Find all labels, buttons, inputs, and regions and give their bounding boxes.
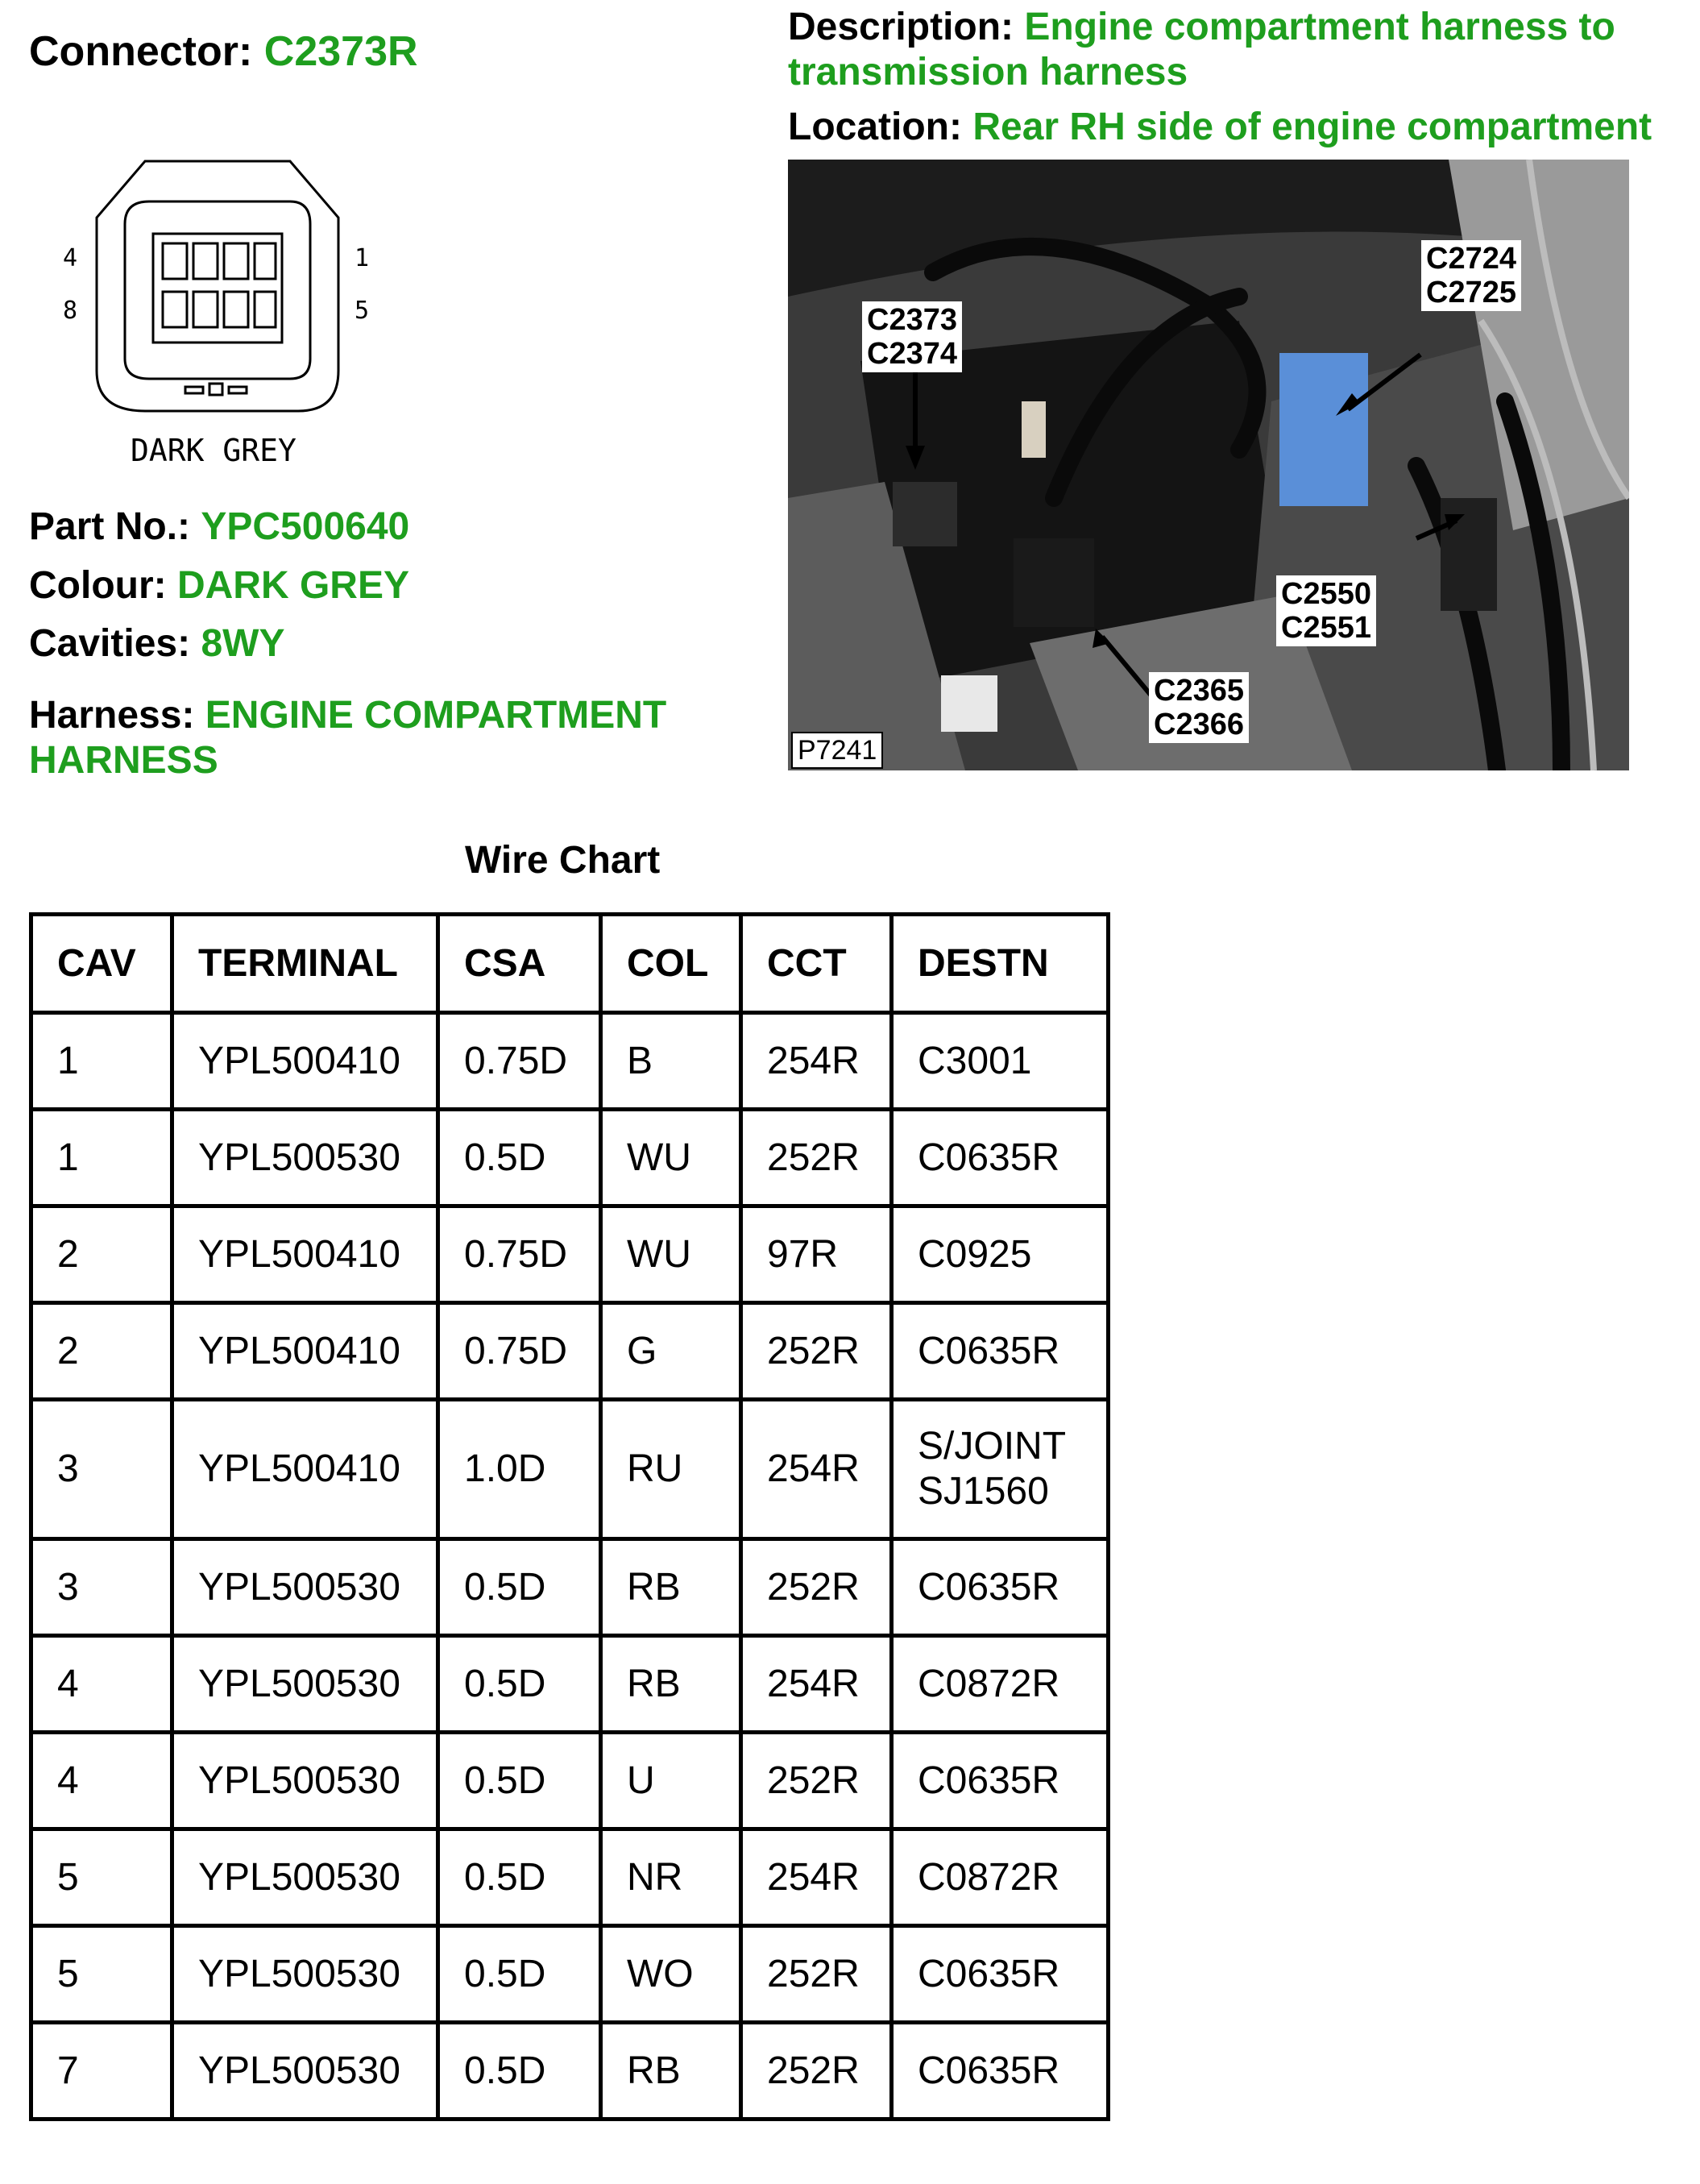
header-cct: CCT	[741, 915, 892, 1013]
cell-csa: 0.5D	[438, 1829, 601, 1926]
header-destn: DESTN	[892, 915, 1109, 1013]
cell-cct: 97R	[741, 1206, 892, 1303]
cell-csa: 0.75D	[438, 1013, 601, 1110]
photo-callout-c2550: C2550 C2551	[1276, 575, 1376, 646]
cell-cav: 3	[31, 1400, 172, 1539]
cell-terminal: YPL500530	[172, 1636, 438, 1733]
cell-cav: 5	[31, 1926, 172, 2023]
cell-cav: 7	[31, 2023, 172, 2120]
cell-col: RU	[601, 1400, 741, 1539]
location-field	[788, 105, 1652, 150]
table-row	[31, 1636, 1109, 1733]
cell-col: NR	[601, 1829, 741, 1926]
table-row	[31, 1539, 1109, 1636]
harness-label: Harness:	[29, 694, 195, 737]
cell-terminal: YPL500530	[172, 1110, 438, 1206]
cell-terminal: YPL500410	[172, 1400, 438, 1539]
table-row	[31, 2023, 1109, 2120]
photo-callout-c2365: C2365 C2366	[1149, 672, 1249, 743]
location-photo	[788, 160, 1629, 770]
cell-col: U	[601, 1733, 741, 1829]
header-terminal: TERMINAL	[172, 915, 438, 1013]
harness-value: ENGINE COMPARTMENT HARNESS	[29, 694, 667, 782]
cell-col: RB	[601, 1539, 741, 1636]
wire-chart-table	[29, 912, 1110, 2121]
cell-cct: 254R	[741, 1013, 892, 1110]
cell-col: WO	[601, 1926, 741, 2023]
diagram-colour-caption: DARK GREY	[131, 433, 296, 468]
cell-destn: C0635R	[892, 1303, 1109, 1400]
cell-cav: 5	[31, 1829, 172, 1926]
cell-cct: 254R	[741, 1400, 892, 1539]
cell-cct: 254R	[741, 1636, 892, 1733]
harness-field	[29, 693, 754, 783]
cell-cav: 1	[31, 1013, 172, 1110]
colour-field	[29, 563, 409, 608]
cell-terminal: YPL500410	[172, 1013, 438, 1110]
cell-col: RB	[601, 2023, 741, 2120]
cell-cct: 252R	[741, 1110, 892, 1206]
header-cav: CAV	[31, 915, 172, 1013]
connector-label: Connector:	[29, 28, 253, 75]
colour-label: Colour:	[29, 564, 167, 607]
cell-cct: 252R	[741, 1733, 892, 1829]
cell-terminal: YPL500410	[172, 1303, 438, 1400]
cell-cct: 252R	[741, 1926, 892, 2023]
table-row	[31, 1303, 1109, 1400]
part-no-value: YPC500640	[201, 505, 410, 548]
cell-terminal: YPL500530	[172, 2023, 438, 2120]
cell-csa: 0.75D	[438, 1206, 601, 1303]
cell-csa: 0.5D	[438, 1636, 601, 1733]
table-row	[31, 1013, 1109, 1110]
cell-terminal: YPL500530	[172, 1926, 438, 2023]
cell-cav: 4	[31, 1733, 172, 1829]
pin-label-right-top: 1	[355, 244, 370, 272]
pin-label-left-bottom: 8	[63, 297, 78, 325]
description-value: Engine compartment harness to transmission harness	[788, 6, 1615, 93]
part-no-label: Part No.:	[29, 505, 191, 548]
cell-destn: C0925	[892, 1206, 1109, 1303]
cell-cav: 1	[31, 1110, 172, 1206]
photo-reference: P7241	[791, 732, 883, 769]
cell-terminal: YPL500530	[172, 1539, 438, 1636]
location-value: Rear RH side of engine compartment	[972, 106, 1652, 148]
part-no-field	[29, 504, 409, 550]
cell-destn: C0635R	[892, 1539, 1109, 1636]
description-field	[788, 5, 1690, 95]
cell-cav: 2	[31, 1303, 172, 1400]
cell-destn: C3001	[892, 1013, 1109, 1110]
table-row	[31, 1400, 1109, 1539]
cell-col: RB	[601, 1636, 741, 1733]
cell-destn: C0872R	[892, 1636, 1109, 1733]
pin-label-left-top: 4	[63, 244, 78, 272]
cavities-field	[29, 621, 284, 666]
photo-callout-c2373: C2373 C2374	[862, 301, 962, 372]
cell-csa: 0.75D	[438, 1303, 601, 1400]
header-csa: CSA	[438, 915, 601, 1013]
cavities-value: 8WY	[201, 622, 285, 665]
wire-chart-title: Wire Chart	[465, 839, 661, 882]
connector-field	[29, 27, 418, 76]
cell-destn: C0635R	[892, 1110, 1109, 1206]
cell-destn: C0635R	[892, 1733, 1109, 1829]
cell-col: B	[601, 1013, 741, 1110]
cell-cav: 3	[31, 1539, 172, 1636]
cell-col: WU	[601, 1206, 741, 1303]
cell-cct: 254R	[741, 1829, 892, 1926]
cell-col: G	[601, 1303, 741, 1400]
cell-cav: 2	[31, 1206, 172, 1303]
cell-terminal: YPL500530	[172, 1829, 438, 1926]
cell-cct: 252R	[741, 1539, 892, 1636]
cell-destn: C0635R	[892, 2023, 1109, 2120]
colour-value: DARK GREY	[176, 564, 409, 607]
cell-cct: 252R	[741, 1303, 892, 1400]
table-header-row	[31, 915, 1109, 1013]
cell-csa: 1.0D	[438, 1400, 601, 1539]
cell-cct: 252R	[741, 2023, 892, 2120]
cell-terminal: YPL500530	[172, 1733, 438, 1829]
cell-destn: C0635R	[892, 1926, 1109, 2023]
location-label: Location:	[788, 106, 962, 148]
cell-col: WU	[601, 1110, 741, 1206]
cell-csa: 0.5D	[438, 1926, 601, 2023]
cell-destn: C0872R	[892, 1829, 1109, 1926]
cavities-label: Cavities:	[29, 622, 191, 665]
description-label: Description:	[788, 6, 1014, 48]
table-row	[31, 1206, 1109, 1303]
connector-value: C2373R	[263, 28, 418, 75]
wire-chart-body	[31, 1013, 1109, 2120]
cell-csa: 0.5D	[438, 1539, 601, 1636]
pin-label-right-bottom: 5	[355, 297, 370, 325]
cell-terminal: YPL500410	[172, 1206, 438, 1303]
cell-csa: 0.5D	[438, 1110, 601, 1206]
cell-csa: 0.5D	[438, 2023, 601, 2120]
table-row	[31, 1110, 1109, 1206]
cell-destn: S/JOINT SJ1560	[892, 1400, 1109, 1539]
header-col: COL	[601, 915, 741, 1013]
table-row	[31, 1829, 1109, 1926]
cell-cav: 4	[31, 1636, 172, 1733]
table-row	[31, 1926, 1109, 2023]
connector-face-diagram	[48, 153, 395, 484]
photo-callout-c2724: C2724 C2725	[1421, 240, 1521, 311]
cell-csa: 0.5D	[438, 1733, 601, 1829]
table-row	[31, 1733, 1109, 1829]
